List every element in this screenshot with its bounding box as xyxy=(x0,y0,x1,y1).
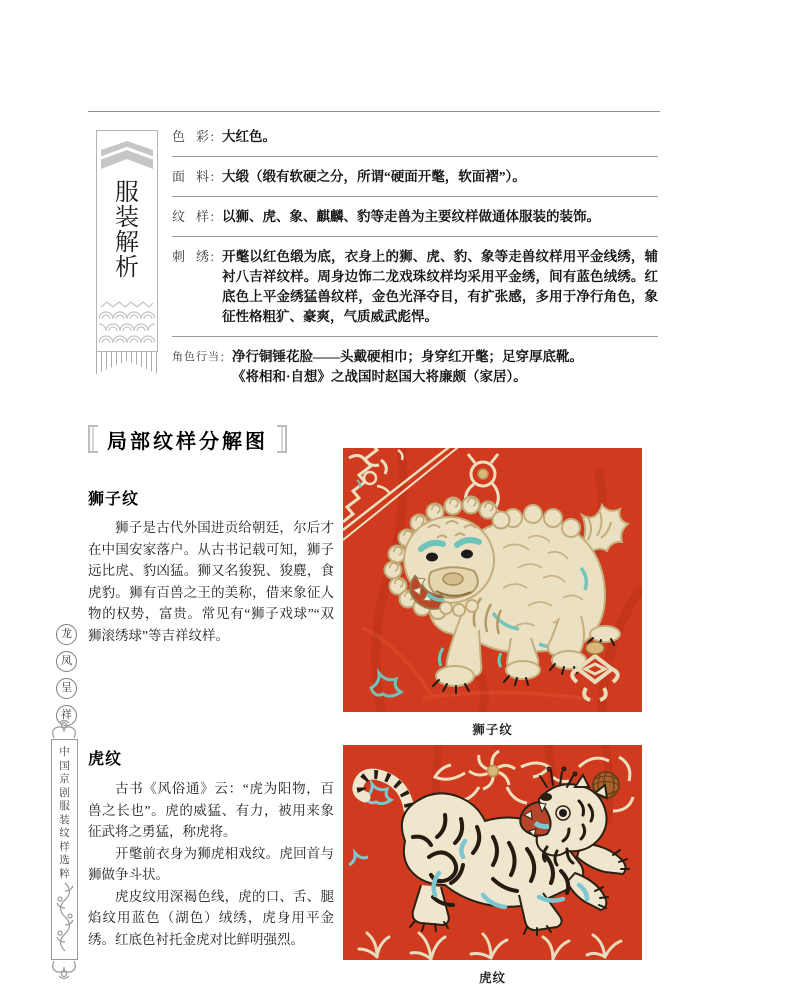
ornament-bottom-icon xyxy=(50,960,79,980)
vine-squiggle-icon xyxy=(55,881,75,955)
info-row-colon: ： xyxy=(209,130,222,144)
info-row-content xyxy=(222,247,658,327)
seal-character: 凤 xyxy=(56,651,77,672)
info-row-label: 色彩 xyxy=(172,129,209,144)
info-row-line: 大缎（缎有软硬之分，所谓“硬面开氅，软面褶”）。 xyxy=(222,169,526,184)
series-title-char: 选 xyxy=(59,855,70,866)
ribbon-chevron-icon xyxy=(101,141,153,175)
chapter-title-char: 解 xyxy=(115,230,139,256)
info-row-line: 以狮、虎、象、麒麟、豹等走兽为主要纹样做通体服装的装饰。 xyxy=(222,209,600,224)
tiger-pattern-heading: 虎纹 xyxy=(88,751,123,768)
series-title-char: 服 xyxy=(59,801,70,812)
bracket-right-icon xyxy=(277,425,287,453)
info-row-label: 角色行当 xyxy=(172,351,219,363)
info-row-content xyxy=(222,207,658,227)
tiger-pattern-figure xyxy=(343,745,642,986)
info-row-content xyxy=(232,347,658,387)
series-title-char: 粹 xyxy=(59,868,70,880)
body-paragraph: 古书《风俗通》云：“虎为阳物，百兽之长也”。虎的威猛、有力，被用来象征武将之勇猛，称虎将。 xyxy=(88,781,334,839)
chapter-ribbon xyxy=(96,130,158,352)
info-row-colon: ： xyxy=(219,350,232,364)
info-row xyxy=(172,157,658,197)
info-row-content xyxy=(222,167,658,187)
wave-ornament-icon xyxy=(99,299,155,349)
series-title-char: 中 xyxy=(59,747,70,758)
chapter-title-char: 装 xyxy=(115,205,139,231)
lion-pattern-text xyxy=(88,517,334,646)
series-title-char: 京 xyxy=(59,774,70,785)
info-row-line: 《将相和·自想》之战国时赵国大将廉颇（家居）。 xyxy=(232,369,527,384)
info-row-line: 开氅以红色缎为底，衣身上的狮、虎、豹、象等走兽纹样用平金线绣，辅衬八吉祥纹样。周身边饰二龙戏珠纹样均采用平金绣，间有蓝色绒绣。红底色上平金绣猛兽纹样，金色光泽夺目，有扩张感，多用于净行角色，象征性格粗犷、豪爽，气质威武彪悍。 xyxy=(222,249,658,324)
info-row-colon: ： xyxy=(209,210,222,224)
series-title-char: 装 xyxy=(59,814,70,826)
body-paragraph: 虎皮纹用深褐色线，虎的口、舌、腿焰纹用蓝色（湖色）绒绣，虎身用平金绣。红底色衬托金虎对比鲜明强烈。 xyxy=(88,888,334,947)
body-paragraph: 狮子是古代外国进贡给朝廷，尔后才在中国安家落户。从古书记载可知，狮子远比虎、豹凶猛。狮又名狻猊、狻麑，食虎豹。狮有百兽之王的美称，借来象征人物的权势，富贵。常见有“狮子戏球”“双狮滚绣球”等吉祥纹样。 xyxy=(88,520,334,643)
section-title: 局部纹样分解图 xyxy=(107,430,268,453)
info-row-label: 纹样 xyxy=(172,209,209,224)
tiger-figure-caption: 虎纹 xyxy=(478,971,506,985)
info-row-label: 面料 xyxy=(172,169,209,184)
seal-character: 祥 xyxy=(56,705,77,726)
series-title-box xyxy=(51,739,78,960)
top-divider xyxy=(88,111,660,112)
series-title-char: 剧 xyxy=(59,787,70,799)
section-title-block xyxy=(88,424,287,454)
info-row xyxy=(172,117,658,157)
book-seal-column xyxy=(56,624,77,732)
seal-character: 龙 xyxy=(56,624,77,645)
bracket-left-icon xyxy=(88,425,98,453)
chapter-title-char: 析 xyxy=(115,255,139,281)
body-paragraph: 开氅前衣身为狮虎相戏纹。虎回首与狮做争斗状。 xyxy=(88,845,334,882)
lion-figure-caption: 狮子纹 xyxy=(472,723,513,737)
costume-analysis-panel xyxy=(172,117,658,396)
info-rows xyxy=(172,117,658,396)
seal-character: 呈 xyxy=(56,678,77,699)
info-row-label: 刺绣 xyxy=(172,249,209,264)
info-row-line: 大红色。 xyxy=(222,129,276,144)
tiger-pattern-text xyxy=(88,778,334,950)
info-row-line: 净行铜锤花脸——头戴硬相巾；身穿红开氅；足穿厚底靴。 xyxy=(232,349,583,364)
info-row xyxy=(172,237,658,337)
chapter-title-char: 服 xyxy=(115,180,139,206)
info-row-colon: ： xyxy=(209,170,222,184)
info-row-content xyxy=(222,127,658,147)
lion-embroidery-photo xyxy=(343,448,642,712)
info-row xyxy=(172,197,658,237)
lion-pattern-heading: 狮子纹 xyxy=(88,491,140,508)
ribbon-fringe xyxy=(96,352,158,374)
series-title-vertical xyxy=(59,746,70,881)
series-title-char: 纹 xyxy=(59,828,70,839)
info-row-colon: ： xyxy=(209,250,222,264)
ornament-top-icon xyxy=(50,719,79,739)
series-title-banner xyxy=(50,719,79,980)
info-row xyxy=(172,337,658,396)
series-title-char: 国 xyxy=(59,760,70,772)
lion-pattern-figure xyxy=(343,448,642,738)
chapter-title-vertical xyxy=(97,181,157,281)
series-title-char: 样 xyxy=(59,841,70,853)
tiger-embroidery-photo xyxy=(343,745,642,960)
